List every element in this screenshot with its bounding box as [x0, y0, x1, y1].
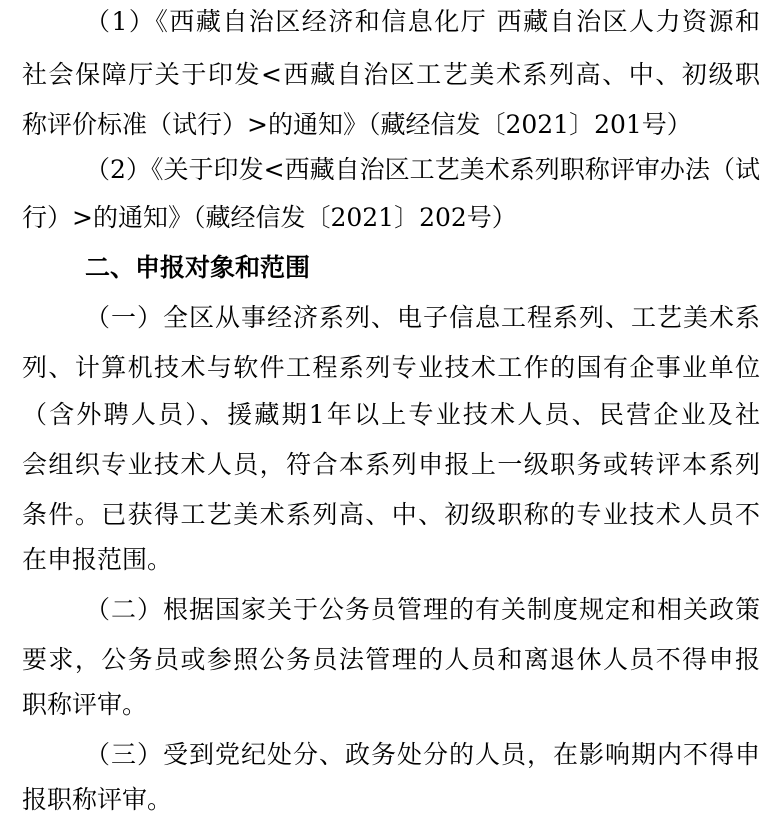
- reference-1-line: （1）《西藏自治区经济和信息化厅 西藏自治区人力资源和: [85, 7, 760, 36]
- clause-1-line: （一）全区从事经济系列、电子信息工程系列、工艺美术系: [85, 303, 760, 332]
- reference-2-line: （2）《关于印发<西藏自治区工艺美术系列职称评审办法（试: [85, 155, 760, 184]
- clause-1-line: 条件。已获得工艺美术系列高、中、初级职称的专业技术人员不: [22, 500, 760, 529]
- clause-3-line: （三）受到党纪处分、政务处分的人员，在影响期内不得申: [85, 740, 760, 769]
- reference-2-line: 行）>的通知》（藏经信发〔2021〕202号）: [22, 203, 517, 232]
- clause-1-line: 在申报范围。: [22, 545, 173, 574]
- clause-2-line: （二）根据国家关于公务员管理的有关制度规定和相关政策: [85, 595, 760, 624]
- clause-3-line: 报职称评审。: [22, 785, 173, 814]
- reference-1-line: 社会保障厅关于印发<西藏自治区工艺美术系列高、中、初级职: [22, 60, 760, 89]
- section-heading: 二、申报对象和范围: [85, 253, 311, 282]
- clause-1-line: 列、计算机技术与软件工程系列专业技术工作的国有企事业单位: [22, 353, 760, 382]
- clause-1-line: （含外聘人员）、援藏期1年以上专业技术人员、民营企业及社: [22, 400, 760, 429]
- reference-1-line: 称评价标准（试行）>的通知》（藏经信发〔2021〕201号）: [22, 110, 692, 139]
- clause-1-line: 会组织专业技术人员，符合本系列申报上一级职务或转评本系列: [22, 450, 760, 479]
- clause-2-line: 要求，公务员或参照公务员法管理的人员和离退休人员不得申报: [22, 645, 760, 674]
- clause-2-line: 职称评审。: [22, 690, 148, 719]
